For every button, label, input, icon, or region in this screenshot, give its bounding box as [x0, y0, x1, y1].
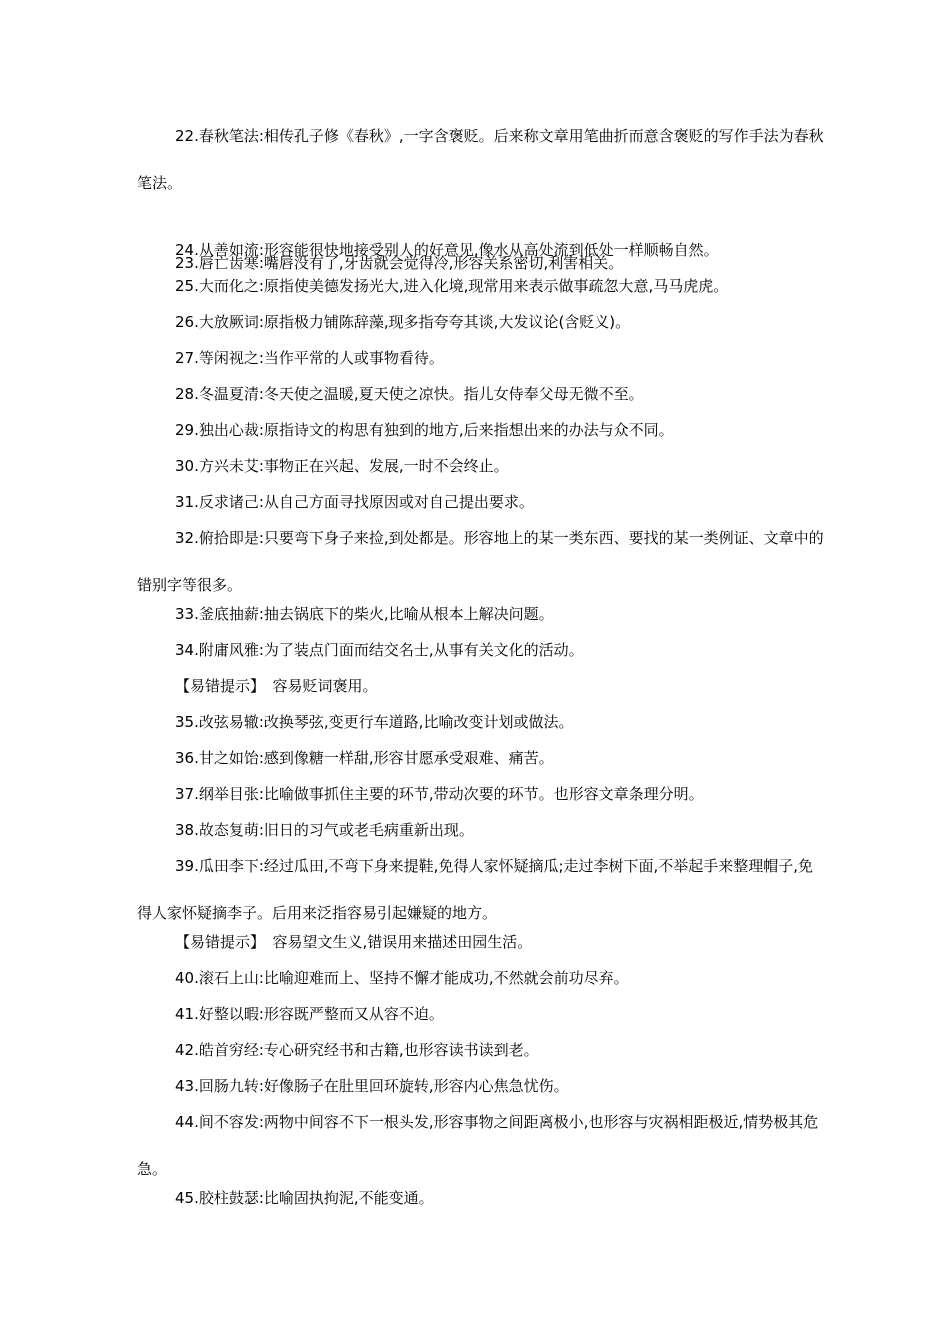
entry-30: 30.方兴未艾:事物正在兴起、发展,一时不会终止。 — [175, 457, 509, 475]
entry-37: 37.纲举目张:比喻做事抓住主要的环节,带动次要的环节。也形容文章条理分明。 — [175, 785, 704, 803]
entry-33: 33.釜底抽薪:抽去锅底下的柴火,比喻从根本上解决问题。 — [175, 605, 554, 623]
entry-31: 31.反求诸己:从自己方面寻找原因或对自己提出要求。 — [175, 493, 534, 511]
entry-34: 34.附庸风雅:为了装点门面而结交名士,从事有关文化的活动。 — [175, 641, 584, 659]
entry-42: 42.皓首穷经:专心研究经书和古籍,也形容读书读到老。 — [175, 1041, 539, 1059]
entry-39: 39.瓜田李下:经过瓜田,不弯下身来提鞋,免得人家怀疑摘瓜;走过李树下面,不举起手来整理帽子,免得人家怀疑摘李子。后用来泛指容易引起嫌疑的地方。 — [137, 857, 814, 922]
tip-39: 【易错提示】 容易望文生义,错误用来描述田园生活。 — [175, 933, 533, 951]
entry-25: 25.大而化之:原指使美德发扬光大,进入化境,现常用来表示做事疏忽大意,马马虎虎。 — [175, 277, 729, 295]
entry-38: 38.故态复萌:旧日的习气或老毛病重新出现。 — [175, 821, 474, 839]
entry-43: 43.回肠九转:好像肠子在肚里回环旋转,形容内心焦急忧伤。 — [175, 1077, 569, 1095]
entry-22: 22.春秋笔法:相传孔子修《春秋》,一字含褒贬。后来称文章用笔曲折而意含褒贬的写作手法为春秋笔法。 — [137, 127, 824, 192]
entry-26: 26.大放厥词:原指极力铺陈辞藻,现多指夸夸其谈,大发议论(含贬义)。 — [175, 313, 631, 331]
entry-40: 40.滚石上山:比喻迎难而上、坚持不懈才能成功,不然就会前功尽弃。 — [175, 969, 629, 987]
entry-45: 45.胶柱鼓瑟:比喻固执拘泥,不能变通。 — [175, 1189, 434, 1207]
entry-23: 23.唇亡齿寒:嘴唇没有了,牙齿就会觉得冷,形容关系密切,利害相关。 — [175, 254, 624, 272]
entry-27: 27.等闲视之:当作平常的人或事物看待。 — [175, 349, 444, 367]
entry-36: 36.甘之如饴:感到像糖一样甜,形容甘愿承受艰难、痛苦。 — [175, 749, 554, 767]
entry-28: 28.冬温夏清:冬天使之温暖,夏天使之凉快。指儿女侍奉父母无微不至。 — [175, 385, 644, 403]
entry-35: 35.改弦易辙:改换琴弦,变更行车道路,比喻改变计划或做法。 — [175, 713, 574, 731]
entry-41: 41.好整以暇:形容既严整而又从容不迫。 — [175, 1005, 444, 1023]
entry-24: 24.从善如流:形容能很快地接受别人的好意见,像水从高处流到低处一样顺畅自然。 — [175, 241, 719, 259]
entry-44: 44.间不容发:两物中间容不下一根头发,形容事物之间距离极小,也形容与灾祸相距极近,情势极其危急。 — [137, 1113, 819, 1178]
entry-29: 29.独出心裁:原指诗文的构思有独到的地方,后来指想出来的办法与众不同。 — [175, 421, 674, 439]
entry-32: 32.俯拾即是:只要弯下身子来捡,到处都是。形容地上的某一类东西、要找的某一类例证、文章中的错别字等很多。 — [137, 529, 824, 594]
tip-34: 【易错提示】 容易贬词褒用。 — [175, 677, 378, 695]
